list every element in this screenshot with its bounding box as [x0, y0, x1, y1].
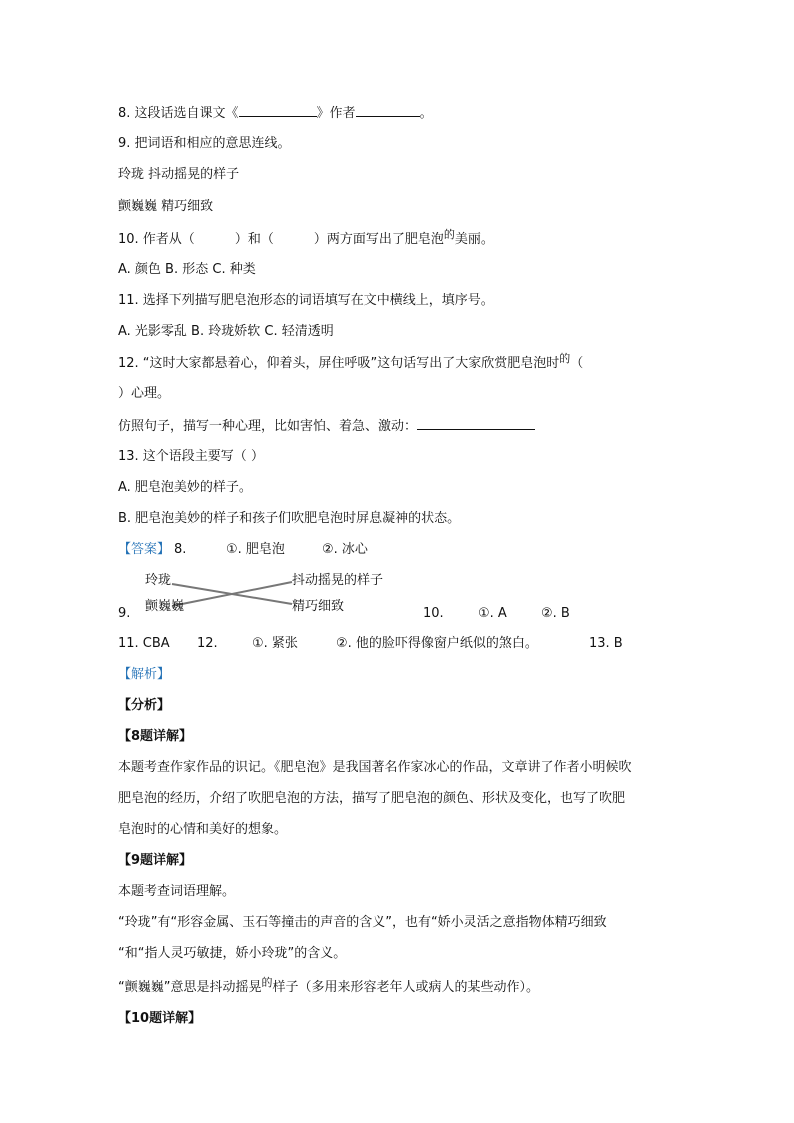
q10-text-c: ）两方面写出了肥皂泡: [313, 232, 444, 247]
match-left-2: 颤巍巍: [145, 599, 185, 614]
q13-option-b: B. 肥皂泡美妙的样子和孩子们吹肥皂泡时屏息凝神的状态。: [118, 511, 461, 526]
para-8-1: 本题考查作家作品的识记。《肥皂泡》是我国著名作家冰心的作品，文章讲了作者小明候吹: [118, 760, 632, 775]
analysis-fenxi: 【分析】: [118, 698, 171, 713]
heading-q8: 【8题详解】: [118, 729, 193, 744]
para-9-4-sup: 的: [261, 976, 273, 989]
q8-text-b: 》作者: [316, 106, 356, 121]
para-9-3: “和“指人灵巧敏捷，娇小玲珑”的含义。: [118, 946, 347, 961]
answer-10-num: 10.: [423, 606, 444, 621]
para-9-4-b: 样子（多用来形容老年人或病人的某些动作）。: [272, 980, 539, 995]
q8-text-a: 8. 这段话选自课文《: [118, 106, 239, 121]
heading-q9: 【9题详解】: [118, 853, 193, 868]
match-line-2: [172, 582, 292, 606]
answer-12-num: 12.: [197, 636, 218, 651]
q12-text-a: 12. “这时大家都悬着心，仰着头，屏住呼吸”这句话写出了大家欣赏肥皂泡时: [118, 356, 560, 371]
q8-text-c: 。: [419, 106, 433, 121]
q10-text-a: 10. 作者从（: [118, 232, 195, 247]
answer-8-2: ②. 冰心: [322, 542, 368, 557]
answer-11: 11. CBA: [118, 636, 170, 651]
answer-10-2: ②. B: [541, 606, 570, 621]
q13-title: 13. 这个语段主要写（ ）: [118, 449, 264, 464]
answer-8-1: ①. 肥皂泡: [226, 542, 285, 557]
answer-10-1: ①. A: [478, 606, 507, 621]
para-8-3: 皂泡时的心情和美好的想象。: [118, 822, 288, 837]
match-right-2: 精巧细致: [292, 599, 345, 614]
q11-options: A. 光影零乱 B. 玲珑娇软 C. 轻清透明: [118, 324, 334, 339]
q10-text-d: 美丽。: [454, 232, 494, 247]
q10-text-b: ）和（: [234, 232, 274, 247]
match-right-1: 抖动摇晃的样子: [292, 573, 384, 588]
answer-8-num: 8.: [174, 542, 187, 557]
q11-title: 11. 选择下列描写肥皂泡形态的词语填写在文中横线上，填序号。: [118, 293, 494, 308]
answer-13: 13. B: [589, 636, 623, 651]
answer-12-2: ②. 他的脸吓得像窗户纸似的煞白。: [336, 636, 538, 651]
q9-row-1: 玲珑 抖动摇晃的样子: [118, 167, 240, 182]
answer-9-num: 9.: [118, 606, 131, 621]
q12-text-b: （: [570, 356, 584, 371]
q9-row-2: 颤巍巍 精巧细致: [118, 199, 214, 214]
q13-option-a: A. 肥皂泡美妙的样子。: [118, 480, 252, 495]
q12-imitate-text: 仿照句子，描写一种心理，比如害怕、着急、激动：: [118, 419, 418, 434]
q10-sup: 的: [443, 228, 455, 241]
q12-line-2: ）心理。: [118, 386, 171, 401]
para-9-4-a: “颤巍巍”意思是抖动摇晃: [118, 980, 262, 995]
match-left-1: 玲珑: [145, 573, 172, 588]
q10-options: A. 颜色 B. 形态 C. 种类: [118, 262, 256, 277]
analysis-label: 【解析】: [118, 667, 171, 682]
q9-title: 9. 把词语和相应的意思连线。: [118, 136, 291, 151]
para-9-1: 本题考查词语理解。: [118, 884, 236, 899]
para-9-4: [118, 976, 539, 997]
para-9-2: “玲珑”有“形容金属、玉石等撞击的声音的含义”，也有“娇小灵活之意指物体精巧细致: [118, 915, 607, 930]
q12-sup: 的: [559, 352, 571, 365]
para-8-2: 肥皂泡的经历，介绍了吹肥皂泡的方法，描写了肥皂泡的颜色、形状及变化，也写了吹肥: [118, 791, 626, 806]
answer-label: 【答案】: [118, 542, 171, 557]
heading-q10: 【10题详解】: [118, 1011, 202, 1026]
answer-12-1: ①. 紧张: [252, 636, 298, 651]
